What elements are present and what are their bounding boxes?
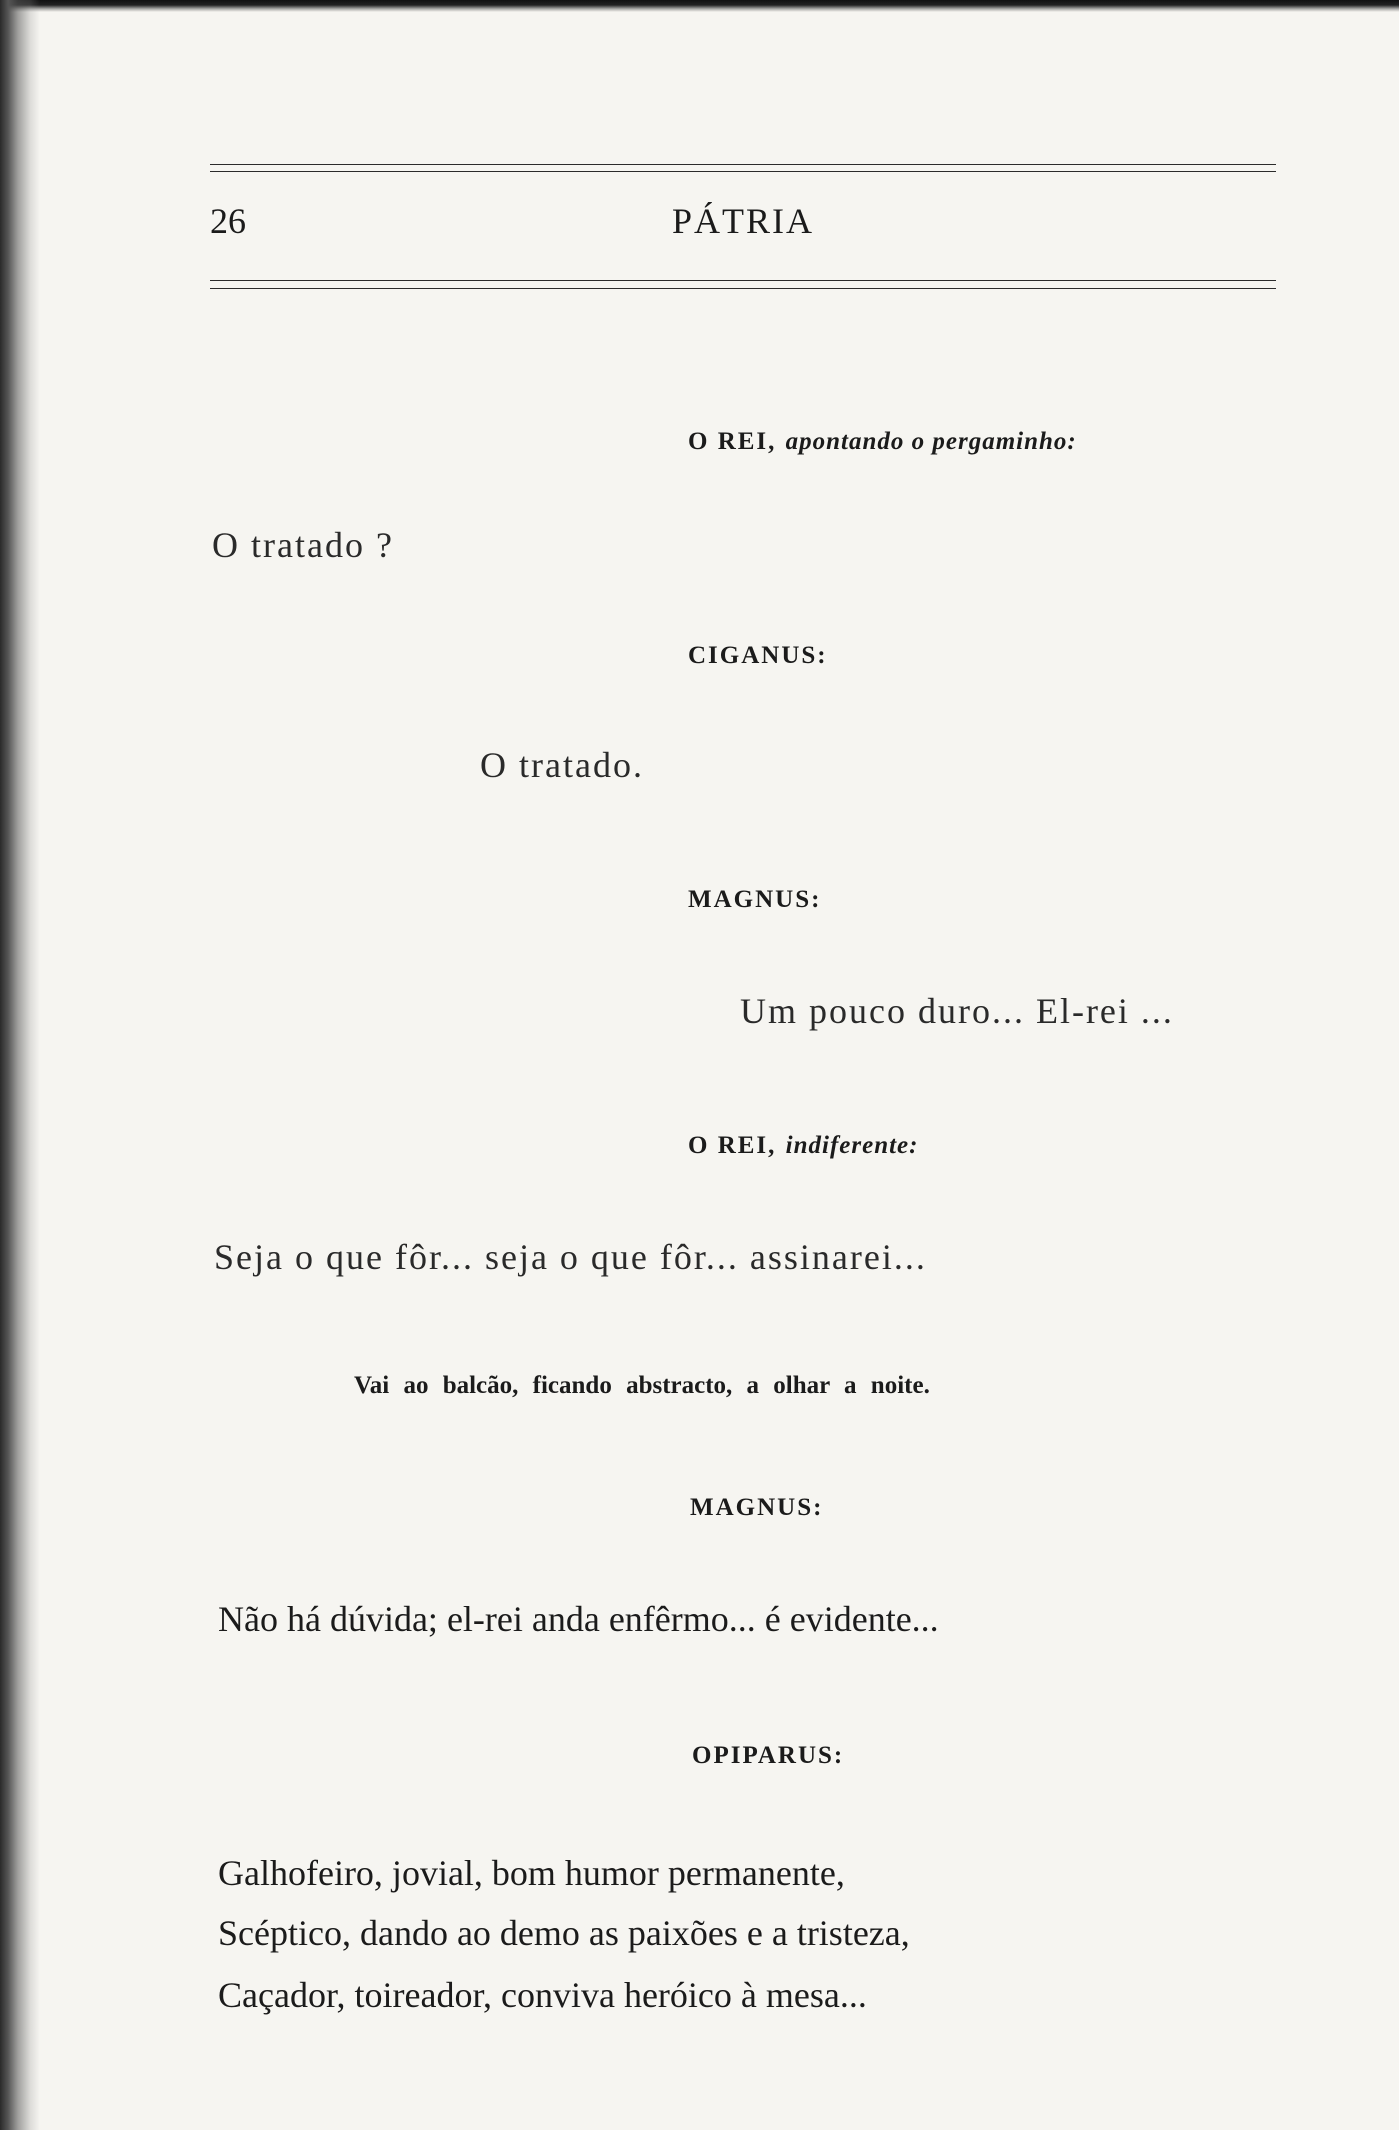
- speaker-cue: [692, 1742, 844, 1770]
- header-rule-top-1: [210, 164, 1276, 165]
- dialogue-line: Um pouco duro... El-rei ...: [740, 991, 1174, 1031]
- speaker-cue: [688, 886, 821, 914]
- verse-line: Caçador, toireador, conviva heróico à mesa...: [218, 1975, 867, 2015]
- header-rule-bottom-1: [210, 280, 1276, 281]
- stage-direction: indiferente:: [785, 1132, 919, 1159]
- scan-top-edge: [0, 0, 1399, 12]
- speaker-cue: [690, 1494, 823, 1522]
- dialogue-line: Seja o que fôr... seja o que fôr... assinarei...: [214, 1237, 927, 1277]
- speaker-name: MAGNUS:: [690, 1494, 824, 1521]
- dialogue-line: O tratado.: [480, 745, 644, 785]
- scan-binding-edge: [0, 0, 40, 2130]
- running-title: PÁTRIA: [672, 201, 815, 241]
- stage-direction: apontando o pergaminho:: [785, 428, 1077, 455]
- speaker-name: MAGNUS:: [688, 886, 822, 913]
- speaker-cue: [688, 1132, 918, 1160]
- header-rule-top-2: [210, 171, 1276, 172]
- page-number: 26: [210, 201, 246, 241]
- stage-direction-line: Vai ao balcão, ficando abstracto, a olhar a noite.: [354, 1372, 930, 1399]
- running-head: [210, 200, 1276, 260]
- header-rule-bottom-2: [210, 288, 1276, 289]
- speaker-name: OPIPARUS:: [692, 1742, 845, 1769]
- speaker-cue: [688, 428, 1077, 456]
- verse-line: Scéptico, dando ao demo as paixões e a tristeza,: [218, 1913, 910, 1953]
- dialogue-line: O tratado ?: [212, 525, 394, 565]
- speaker-name: O REI,: [688, 1132, 777, 1159]
- verse-line: Galhofeiro, jovial, bom humor permanente,: [218, 1853, 845, 1893]
- speaker-cue: [688, 642, 828, 670]
- dialogue-line: Não há dúvida; el-rei anda enfêrmo... é evidente...: [218, 1599, 939, 1639]
- speaker-name: O REI,: [688, 428, 777, 455]
- speaker-name: CIGANUS:: [688, 642, 828, 669]
